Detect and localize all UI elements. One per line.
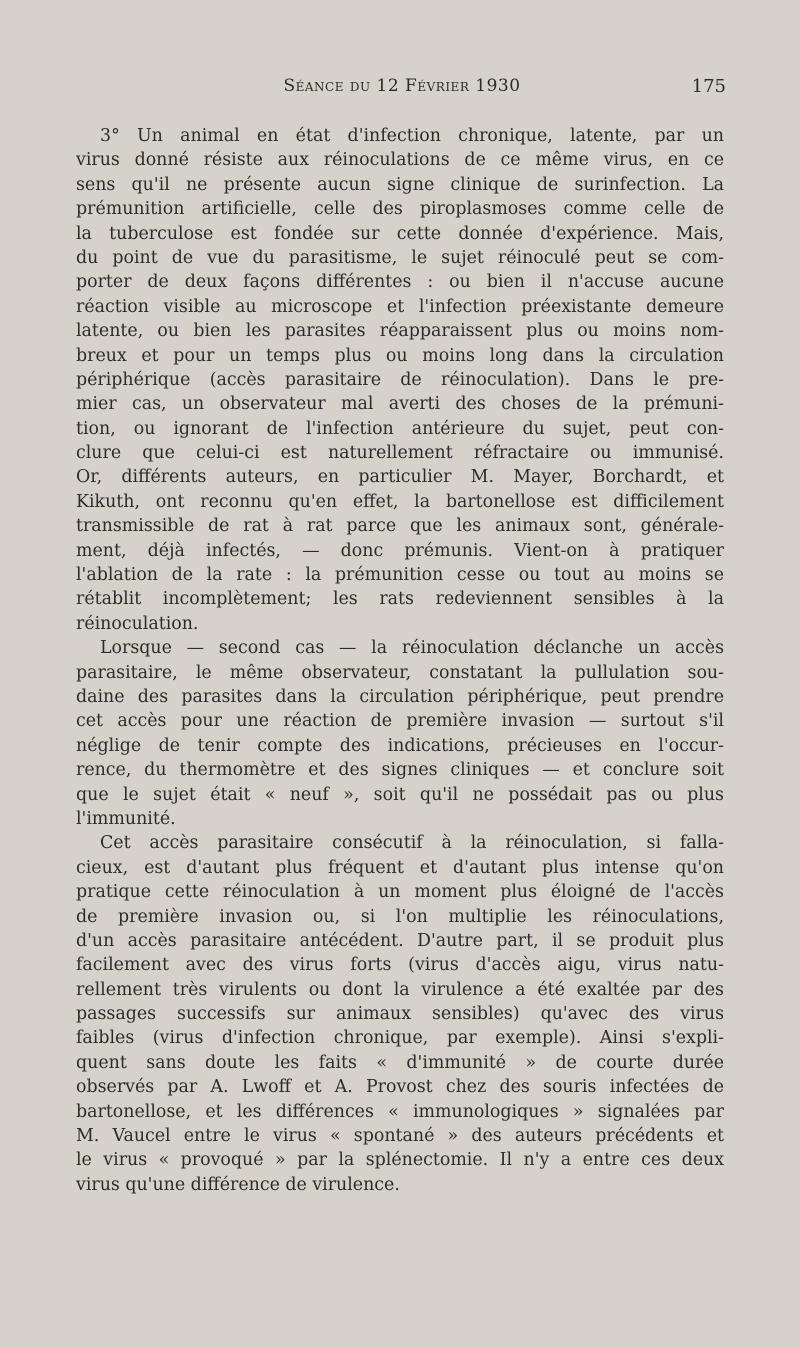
text-line: 3° Un animal en état d'infection chronique, latente, par un bbox=[100, 126, 724, 146]
text-line: bartonellose, et les différences « immunologiques » signalées par bbox=[76, 1101, 724, 1122]
text-line: mier cas, un observateur mal averti des choses de la prémuni- bbox=[76, 394, 724, 415]
text-line: l'immunité. bbox=[76, 808, 176, 829]
text-line: ment, déjà infectés, — donc prémunis. Vient-on à pratiquer bbox=[76, 540, 724, 561]
text-line: Or, différents auteurs, en particulier M. Mayer, Borchardt, et bbox=[76, 467, 724, 488]
text-line: clure que celui-ci est naturellement réfractaire ou immunisé. bbox=[76, 443, 724, 464]
text-line: parasitaire, le même observateur, constatant la pullulation sou- bbox=[76, 662, 724, 683]
text-line: daine des parasites dans la circulation périphérique, peut prendre bbox=[76, 686, 724, 707]
text-line: latente, ou bien les parasites réapparaissent plus ou moins nom- bbox=[76, 321, 724, 342]
text-line: sens qu'il ne présente aucun signe clinique de surinfection. La bbox=[76, 174, 724, 195]
text-line: faibles (virus d'infection chronique, par exemple). Ainsi s'expli- bbox=[76, 1028, 724, 1049]
text-line: la tuberculose est fondée sur cette donnée d'expérience. Mais, bbox=[76, 223, 724, 244]
text-line: l'ablation de la rate : la prémunition cesse ou tout au moins se bbox=[76, 565, 724, 586]
text-line: rence, du thermomètre et des signes cliniques — et conclure soit bbox=[76, 760, 724, 781]
text-line: rétablit incomplètement; les rats redeviennent sensibles à la bbox=[76, 589, 724, 610]
text-line: Kikuth, ont reconnu qu'en effet, la bartonellose est difficilement bbox=[76, 491, 724, 512]
text-line: observés par A. Lwoff et A. Provost chez des souris infectées de bbox=[76, 1077, 724, 1098]
text-line: passages successifs sur animaux sensibles) qu'avec des virus bbox=[76, 1004, 724, 1025]
text-line: cieux, est d'autant plus fréquent et d'autant plus intense qu'on bbox=[76, 857, 724, 878]
text-line: Lorsque — second cas — la réinoculation déclanche un accès bbox=[100, 638, 724, 659]
text-line: breux et pour un temps plus ou moins long dans la circulation bbox=[76, 345, 724, 366]
page-number: 175 bbox=[691, 76, 726, 97]
text-line: pratique cette réinoculation à un moment plus éloigné de l'accès bbox=[76, 882, 724, 903]
text-line: prémunition artificielle, celle des piroplasmoses comme celle de bbox=[76, 199, 724, 220]
text-line: tion, ou ignorant de l'infection antérieure du sujet, peut con- bbox=[76, 418, 724, 439]
text-line: du point de vue du parasitisme, le sujet réinoculé peut se com- bbox=[76, 247, 724, 268]
body-text bbox=[76, 124, 724, 1197]
text-line: réaction visible au microscope et l'infection préexistante demeure bbox=[76, 296, 724, 317]
text-line: cet accès pour une réaction de première invasion — surtout s'il bbox=[76, 711, 724, 732]
text-line: le virus « provoqué » par la splénectomie. Il n'y a entre ces deux bbox=[76, 1150, 724, 1171]
text-line: transmissible de rat à rat parce que les animaux sont, générale- bbox=[76, 516, 724, 537]
text-line: Cet accès parasitaire consécutif à la réinoculation, si falla- bbox=[100, 833, 724, 854]
text-line: néglige de tenir compte des indications, précieuses en l'occur- bbox=[76, 735, 724, 756]
text-line: rellement très virulents ou dont la virulence a été exaltée par des bbox=[76, 979, 724, 1000]
text-line: périphérique (accès parasitaire de réinoculation). Dans le pre- bbox=[76, 369, 724, 390]
text-line: virus donné résiste aux réinoculations de ce même virus, en ce bbox=[76, 150, 724, 171]
text-line: de première invasion ou, si l'on multiplie les réinoculations, bbox=[76, 906, 724, 927]
text-line: porter de deux façons différentes : ou bien il n'accuse aucune bbox=[76, 272, 724, 293]
running-head: Séance du 12 Février 1930 bbox=[283, 76, 521, 96]
text-line: M. Vaucel entre le virus « spontané » des auteurs précédents et bbox=[76, 1126, 724, 1147]
text-line: d'un accès parasitaire antécédent. D'autre part, il se produit plus bbox=[76, 930, 724, 951]
text-line: virus qu'une différence de virulence. bbox=[76, 1174, 400, 1195]
page-header bbox=[78, 76, 726, 102]
text-line: facilement avec des virus forts (virus d'accès aigu, virus natu- bbox=[76, 955, 724, 976]
text-line: quent sans doute les faits « d'immunité » de courte durée bbox=[76, 1052, 724, 1073]
text-line: réinoculation. bbox=[76, 613, 199, 634]
text-line: que le sujet était « neuf », soit qu'il ne possédait pas ou plus bbox=[76, 784, 724, 805]
